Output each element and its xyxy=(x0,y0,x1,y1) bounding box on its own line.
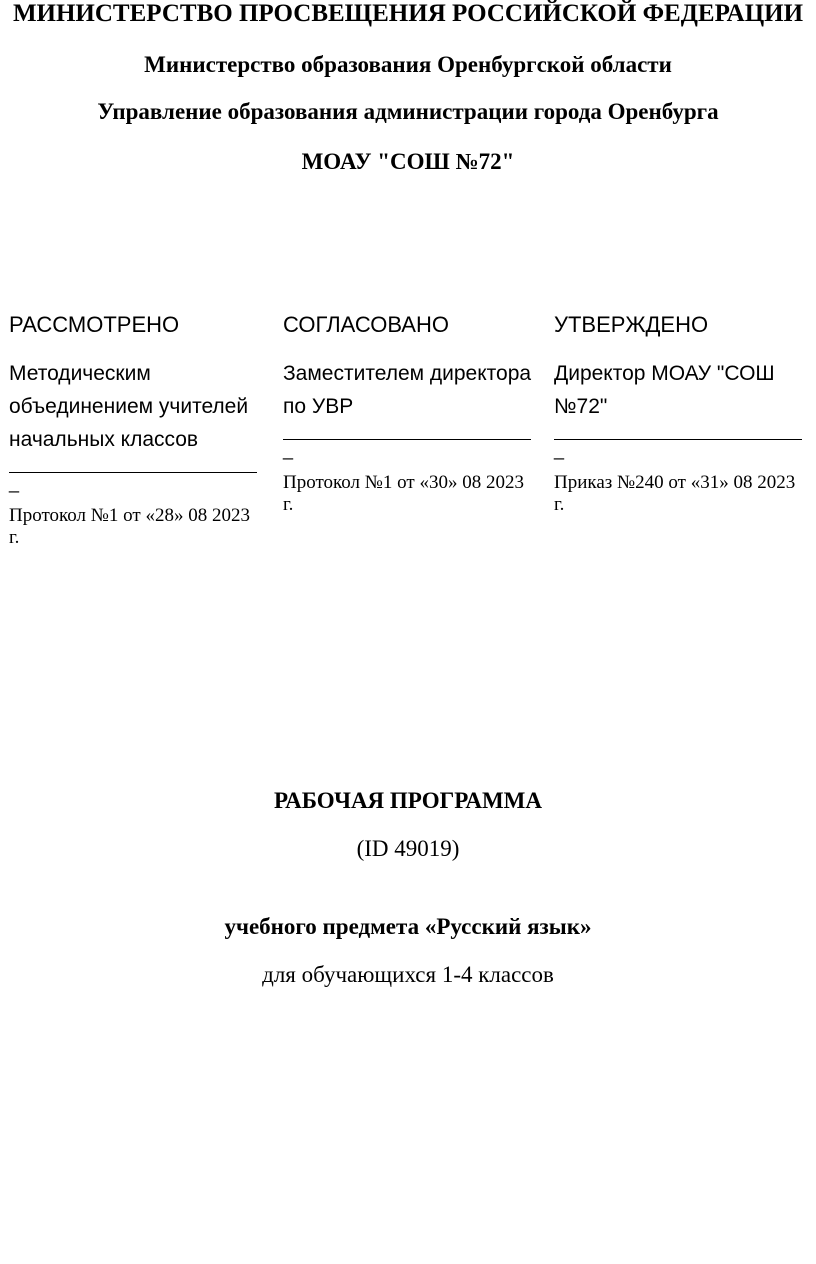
approval-body: Методическим объединением учителей начальных классов xyxy=(9,362,249,451)
program-title: РАБОЧАЯ ПРОГРАММА xyxy=(273,788,542,813)
program-id: (ID 49019) xyxy=(356,836,460,861)
approval-block-approved xyxy=(554,311,809,516)
approval-heading: СОГЛАСОВАНО xyxy=(283,312,449,337)
approval-block-reviewed xyxy=(9,311,264,549)
federal-ministry-title: МИНИСТЕРСТВО ПРОСВЕЩЕНИЯ РОССИЙСКОЙ ФЕДЕРАЦИИ xyxy=(12,0,804,27)
program-subject: учебного предмета «Русский язык» xyxy=(224,914,592,939)
program-grades: для обучающихся 1-4 классов xyxy=(262,962,554,987)
approval-body: Директор МОАУ "СОШ №72" xyxy=(554,362,775,418)
approval-heading: РАССМОТРЕНО xyxy=(9,312,180,337)
city-department-title: Управление образования администрации города Оренбурга xyxy=(97,99,719,124)
approval-body: Заместителем директора по УВР xyxy=(283,362,532,418)
approval-block-agreed xyxy=(283,311,538,516)
approval-note: Протокол №1 от «30» 08 2023 г. xyxy=(283,472,524,515)
signature-dash: _ xyxy=(554,440,565,460)
school-name: МОАУ "СОШ №72" xyxy=(301,149,515,174)
signature-dash: _ xyxy=(283,440,294,460)
approval-note: Протокол №1 от «28» 08 2023 г. xyxy=(9,505,250,548)
signature-dash: _ xyxy=(9,473,20,493)
approval-note: Приказ №240 от «31» 08 2023 г. xyxy=(554,472,796,515)
approval-heading: УТВЕРЖДЕНО xyxy=(554,312,709,337)
regional-ministry-title: Министерство образования Оренбургской области xyxy=(144,52,672,77)
